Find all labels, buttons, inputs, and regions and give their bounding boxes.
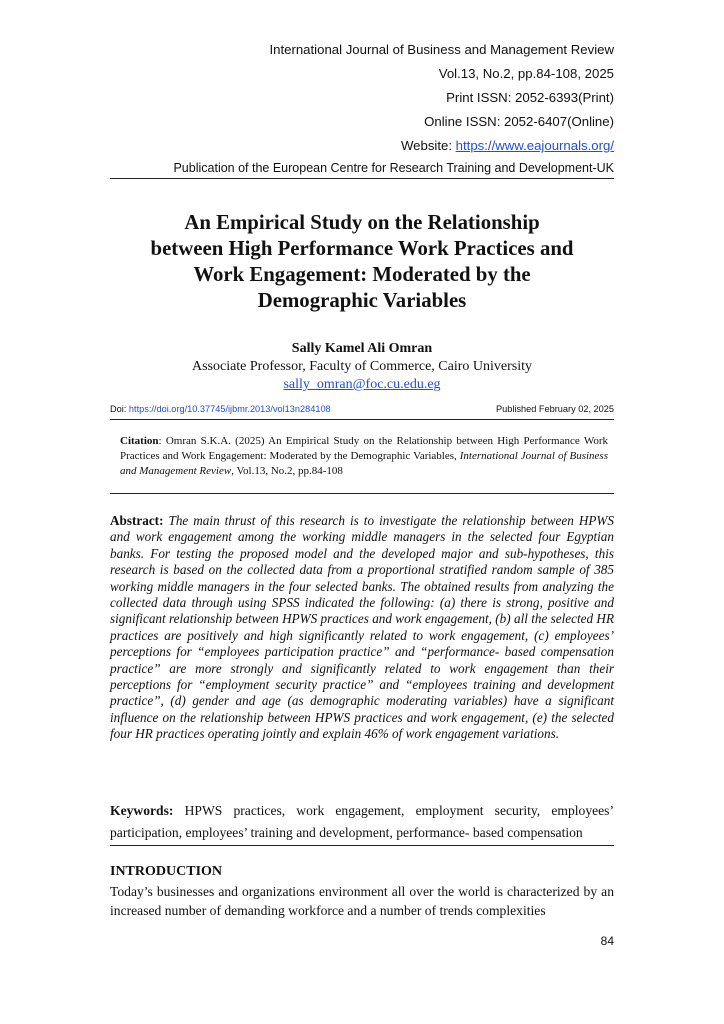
citation-volume: , Vol.13, No.2, pp.84-108 (231, 465, 343, 477)
abstract (110, 513, 614, 743)
author-block (110, 340, 614, 394)
doi-rule (110, 419, 614, 420)
author-name: Sally Kamel Ali Omran (291, 341, 433, 356)
website-label: Website: (400, 138, 456, 153)
keywords-label: Keywords: (110, 803, 174, 818)
doi-link[interactable]: https://doi.org/10.37745/ijbmr.2013/vol13n284108 (128, 404, 331, 414)
journal-name: International Journal of Business and Management Review (269, 42, 614, 57)
website-line (269, 134, 614, 158)
doi (110, 404, 331, 414)
introduction-heading: INTRODUCTION (110, 864, 223, 879)
volume-info: Vol.13, No.2, pp.84-108, 2025 (438, 66, 614, 81)
keywords-rule (110, 845, 614, 846)
introduction-text: Today’s businesses and organizations environment all over the world is characterized by an increased number of demanding workforce and a number of trends complexities (110, 884, 614, 918)
page-number: 84 (600, 934, 614, 948)
citation-journal: International Journal of Business and Management Review (120, 450, 608, 477)
journal-header (269, 38, 614, 158)
author-affiliation: Associate Professor, Faculty of Commerce, Cairo University (191, 359, 533, 374)
keywords (110, 800, 614, 844)
published-date: Published February 02, 2025 (496, 404, 614, 414)
paper-title (100, 210, 624, 314)
title-line: Work Engagement: Moderated by the (193, 263, 531, 286)
title-line: An Empirical Study on the Relationship (184, 211, 540, 234)
print-issn: Print ISSN: 2052-6393(Print) (446, 90, 614, 105)
citation-text: : Omran S.K.A. (2025) An Empirical Study on the Relationship between High Performance Work Practices and Work Engagement: Moderated by the Demographic Variables, (120, 435, 608, 462)
title-line: between High Performance Work Practices and (150, 237, 574, 260)
doi-label: Doi: (110, 404, 129, 414)
title-line: Demographic Variables (257, 289, 467, 312)
author-email-link[interactable]: sally_omran@foc.cu.edu.eg (283, 377, 441, 392)
abstract-text: The main thrust of this research is to investigate the relationship between HPWS and work engagement among the working middle managers in the selected four Egyptian banks. For testing the proposed model and the developed major and sub-hypotheses, this research is based on the collected data from a proportional stratified random sample of 385 working middle managers in the four selected banks. The obtained results from analyzing the collected data through using SPSS indicated the following: (a) there is strong, positive and significant relationship between HPWS practices and work engagement, (b) all the selected HR practices are positively and high significantly related to work engagement, (c) employees’ perceptions for “employees participation practice” and “performance- based compensation practice” are more strongly and significantly related to work engagement than their perceptions for “employment security practice” and “employees training and development practice”, (d) gender and age (as demographic moderating variables) have a significant influence on the relationship between HPWS practices and work engagement, (e) the selected four HR practices operating jointly and explain 46% of work engagement variations. (110, 513, 614, 742)
header-rule (110, 178, 614, 179)
abstract-label: Abstract: (110, 513, 164, 528)
doi-row (110, 404, 614, 414)
keywords-text: HPWS practices, work engagement, employment security, employees’ participation, employees’ training and development, performance- based compensation (110, 803, 614, 840)
citation-rule (110, 493, 614, 494)
publisher-line: Publication of the European Centre for Research Training and Development-UK (173, 161, 614, 175)
citation-label: Citation (120, 435, 159, 447)
online-issn: Online ISSN: 2052-6407(Online) (424, 114, 614, 129)
website-link[interactable]: https://www.eajournals.org/ (455, 138, 614, 153)
citation-block (120, 434, 608, 479)
